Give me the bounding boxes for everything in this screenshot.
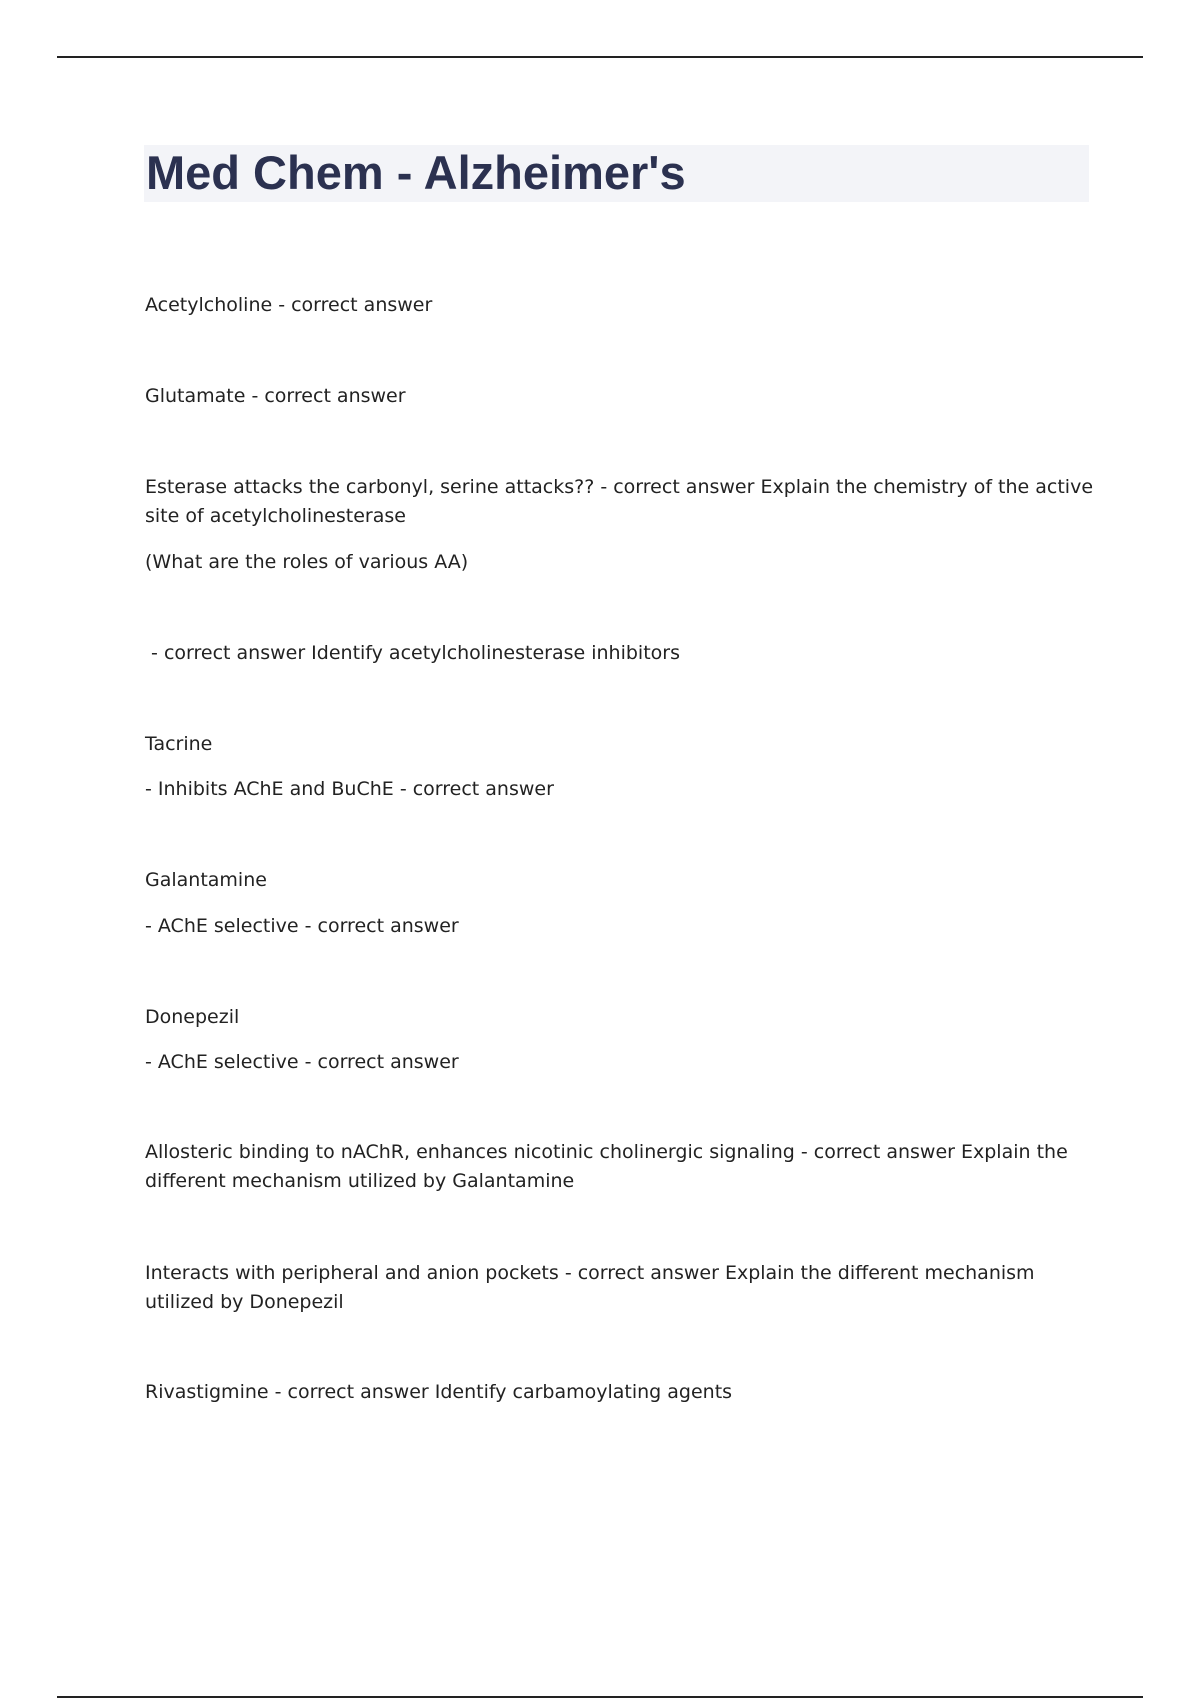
text-line: Glutamate - correct answer — [145, 385, 406, 407]
text-line: - AChE selective - correct answer — [145, 1051, 459, 1073]
text-line: - correct answer Identify acetylcholinesterase inhibitors — [145, 642, 680, 664]
bottom-rule — [57, 1696, 1143, 1698]
top-rule — [57, 56, 1143, 58]
text-line: Donepezil — [145, 1006, 240, 1028]
document-title: Med Chem - Alzheimer's — [146, 146, 686, 199]
text-line: Esterase attacks the carbonyl, serine attacks?? - correct answer Explain the chemistry of the active site of acetylcholinesterase — [145, 476, 1100, 527]
text-line: (What are the roles of various AA) — [145, 551, 469, 573]
text-line: Rivastigmine - correct answer Identify carbamoylating agents — [145, 1381, 733, 1403]
text-line: - AChE selective - correct answer — [145, 915, 459, 937]
text-line: Tacrine — [145, 733, 213, 755]
text-line: Allosteric binding to nAChR, enhances nicotinic cholinergic signaling - correct answer Explain the different mechanism utilized by Galantamine — [145, 1141, 1074, 1192]
text-line: Interacts with peripheral and anion pockets - correct answer Explain the different mechanism utilized by Donepezil — [145, 1262, 1041, 1313]
text-line: - Inhibits AChE and BuChE - correct answer — [145, 778, 554, 800]
text-line: Acetylcholine - correct answer — [145, 294, 433, 316]
text-line: Galantamine — [145, 869, 267, 891]
